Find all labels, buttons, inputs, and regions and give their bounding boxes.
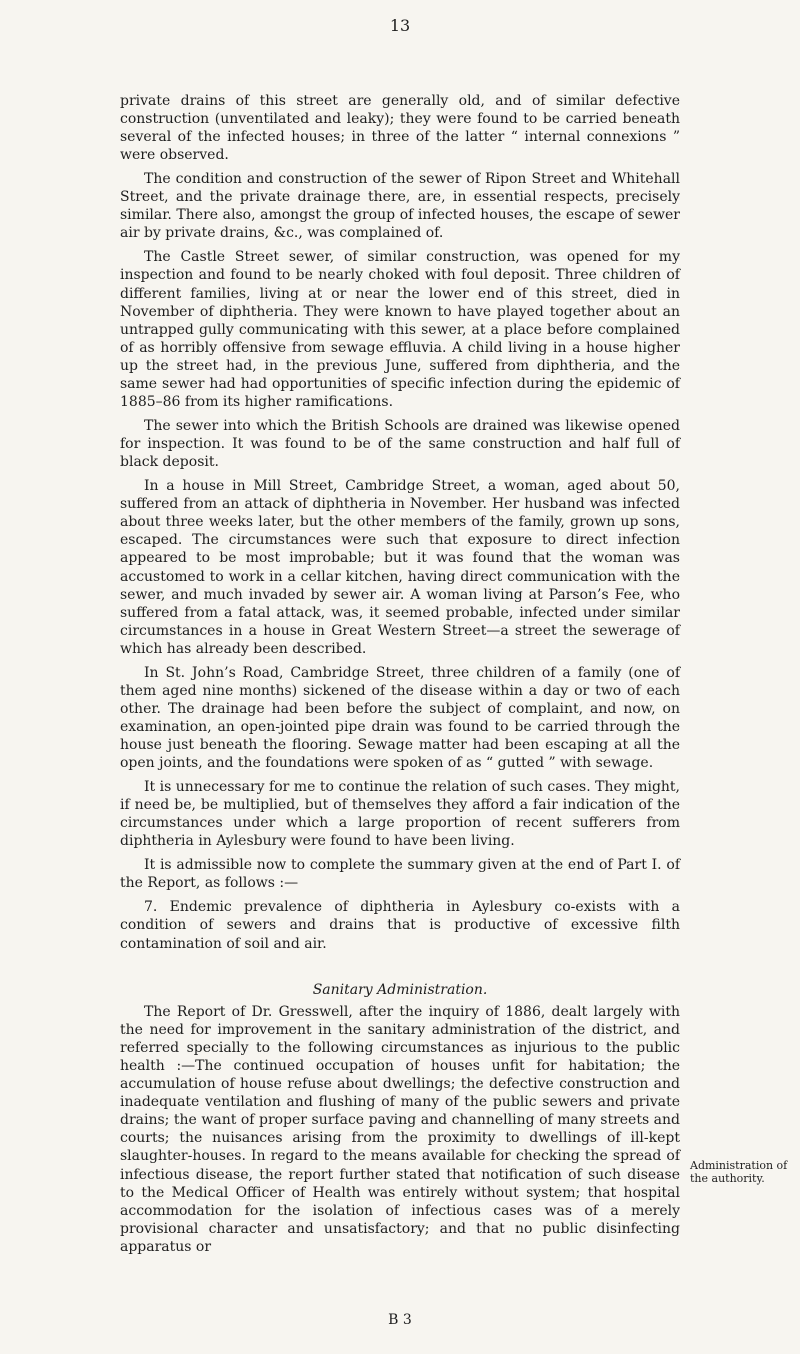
- page-number: 13: [389, 16, 411, 35]
- paragraph: The sewer into which the British Schools are drained was likewise opened for inspection. It was found to be of the same construction and half full of black deposit.: [120, 417, 680, 471]
- paragraph: The Castle Street sewer, of similar construction, was opened for my inspection and found to be nearly choked with foul deposit. Three children of different families, living at or near the lower end of this street, died in November of diphtheria. They were known to have played together about an untrapped gully communicating with this sewer, at a place before complained of as horribly offensive from sewage effluvia. A child living in a house higher up the street had, in the previous June, suffered from diphtheria, and the same sewer had had opportunities of specific infection during the epidemic of 1885–86 from its higher ramifications.: [120, 249, 680, 411]
- paragraph: The Report of Dr. Gresswell, after the inquiry of 1886, dealt largely with the need for improvement in the sanitary administration of the district, and referred specially to the following circumstances as injurious to the public health :—The continued occupation of houses unfit for habitation; the accumulation of house refuse about dwellings; the defective construction and inadequate ventilation and flushing of many of the public sewers and private drains; the want of proper surface paving and channelling of many streets and courts; the nuisances arising from the proximity to dwellings of ill-kept slaughter-houses. In regard to the means available for checking the spread of infectious disease, the report further stated that notification of such disease to the Medical Officer of Health was entirely without system; that hospital accommodation for the isolation of infectious cases was of a merely provisional character and unsatisfactory; and that no public disinfecting apparatus or: [120, 1003, 680, 1255]
- paragraph: In St. John’s Road, Cambridge Street, three children of a family (one of them aged nine months) sickened of the disease within a day or two of each other. The drainage had been before the subject of complaint, and now, on examination, an open-jointed pipe drain was found to be carried through the house just beneath the flooring. Sewage matter had been escaping at all the open joints, and the foundations were spoken of as “ gutted ” with sewage.: [120, 664, 680, 772]
- paragraph: It is admissible now to complete the summary given at the end of Part I. of the Report, as follows :—: [120, 857, 680, 892]
- paragraph: In a house in Mill Street, Cambridge Street, a woman, aged about 50, suffered from an attack of diphtheria in November. Her husband was infected about three weeks later, but the other members of the family, grown up sons, escaped. The circumstances were such that exposure to direct infection appeared to be most improbable; but it was found that the woman was accustomed to work in a cellar kitchen, having direct communication with the sewer, and much invaded by sewer air. A woman living at Parson’s Fee, who suffered from a fatal attack, was, it seemed probable, infected under similar circumstances in a house in Great Western Street—a street the sewerage of which has already been described.: [120, 478, 680, 657]
- paragraph: 7. Endemic prevalence of diphtheria in Aylesbury co-exists with a condition of sewers and drains that is productive of excessive filth contamination of soil and air.: [120, 899, 680, 952]
- paragraph: It is unnecessary for me to continue the relation of such cases. They might, if need be, be multiplied, but of themselves they afford a fair indication of the circumstances under which a large proportion of recent sufferers from diphtheria in Aylesbury were found to have been living.: [120, 779, 680, 850]
- body-text: [120, 92, 680, 1262]
- paragraph: private drains of this street are generally old, and of similar defective construction (unventilated and leaky); they were found to be carried beneath several of the infected houses; in three of the latter “ internal connexions ” were observed.: [120, 93, 680, 164]
- section-heading: Sanitary Administration.: [312, 981, 488, 998]
- signature-mark: B 3: [388, 1312, 412, 1328]
- paragraph: The condition and construction of the sewer of Ripon Street and Whitehall Street, and the private drainage there, are, in essential respects, precisely similar. There also, amongst the group of infected houses, the escape of sewer air by private drains, &c., was complained of.: [120, 171, 680, 242]
- margin-note: Administration of the authority.: [690, 1159, 788, 1185]
